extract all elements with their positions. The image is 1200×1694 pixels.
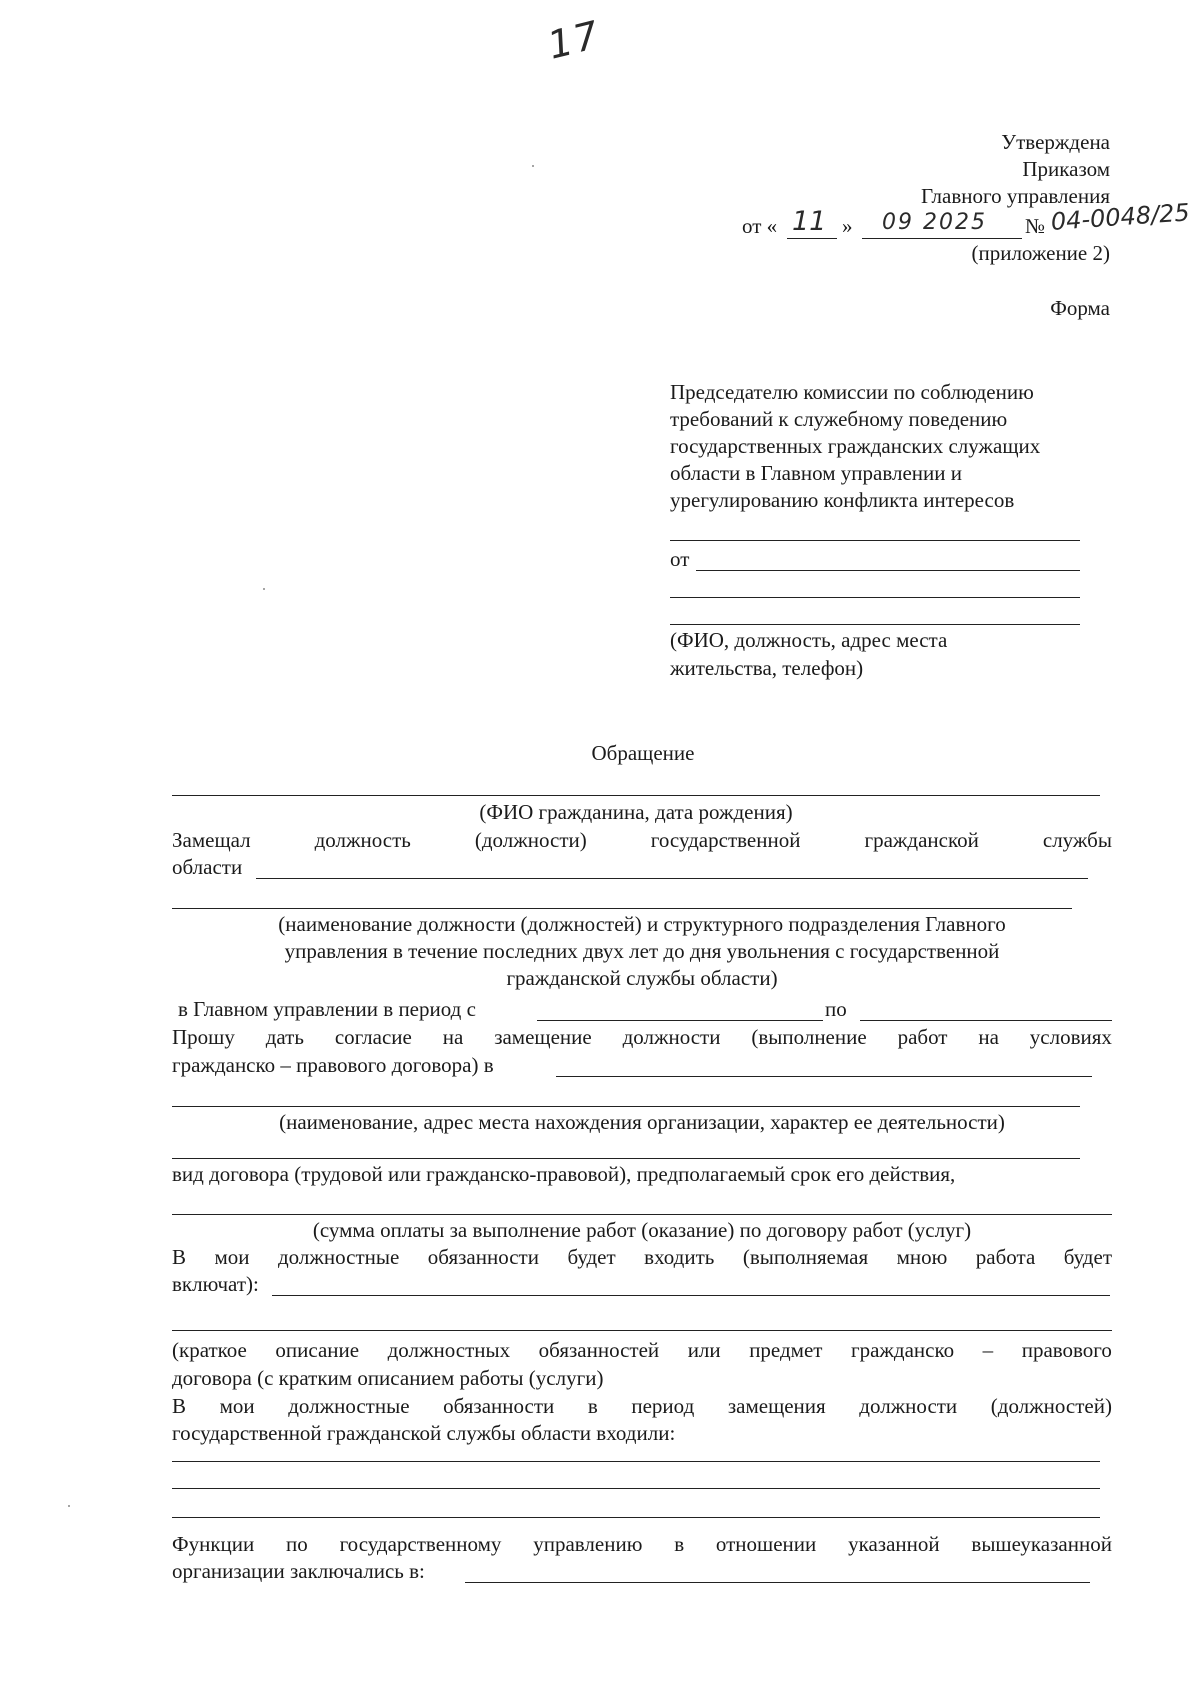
period-from-field[interactable] [537,1020,823,1021]
consent-word: должности [622,1025,721,1049]
duties-line-2: включат): [172,1272,259,1296]
position-name-field[interactable] [172,908,1072,909]
duties-hint-word: – [982,1338,994,1362]
approval-date-handwritten: 09 2025 [882,210,987,235]
approval-line-approved: Утверждена [1001,130,1110,154]
form-label: Форма [1050,296,1110,320]
functions-word: по [286,1532,308,1556]
approval-line-by-order: Приказом [1022,157,1110,181]
past-duties-field-1[interactable] [172,1461,1100,1462]
consent-line [172,1025,1112,1050]
period-to-field[interactable] [860,1020,1112,1021]
past-duties-word: мои [219,1394,255,1418]
held-word: службы [1042,828,1112,852]
past-duties-line [172,1394,1112,1419]
approval-line-main-directorate: Главного управления [921,184,1110,208]
addressee-from-field[interactable] [696,570,1080,571]
functions-line-2: организации заключались в: [172,1559,425,1583]
held-oblast-field[interactable] [256,878,1088,879]
approval-number-label: № [1025,214,1046,238]
past-duties-word: период [631,1394,695,1418]
addressee-blank-line-2[interactable] [670,597,1080,598]
past-duties-word: должностные [288,1394,410,1418]
functions-word: указанной [848,1532,940,1556]
held-word: (должности) [474,828,587,852]
duties-line [172,1245,1112,1270]
duties-word: будет [1063,1245,1112,1269]
scan-speck [532,165,534,167]
payment-hint: (сумма оплаты за выполнение работ (оказание) по договору работ (услуг) [312,1218,972,1242]
duties-hint-word: должностных [387,1338,511,1362]
consent-line-2: гражданско – правового договора) в [172,1053,494,1077]
past-duties-field-3[interactable] [172,1517,1100,1518]
contract-type-text: вид договора (трудовой или гражданско-правовой), предполагаемый срок его действия, [172,1162,956,1186]
approval-date-number-line [0,198,1200,246]
duties-hint-word: или [687,1338,721,1362]
duties-hint-word: правового [1021,1338,1112,1362]
past-duties-word: замещения [727,1394,826,1418]
duties-field[interactable] [272,1295,1110,1296]
held-word: Замещал [172,828,251,852]
approval-number-handwritten: 04-0048/25 [1050,198,1191,236]
addressee-line-4: области в Главном управлении и [670,461,962,485]
consent-word: (выполнение [751,1025,867,1049]
duties-hint-word: обязанностей [538,1338,660,1362]
approval-appendix: (приложение 2) [971,241,1110,265]
approval-close-quote: » [842,214,853,238]
addressee-from-label: от [670,547,690,571]
approval-date-underline [862,238,1022,239]
past-duties-word: в [587,1394,598,1418]
handwritten-page-number: 17 [543,12,605,68]
approval-ot-prefix: от « [742,214,778,238]
addressee-line-1: Председателю комиссии по соблюдению [670,380,1034,404]
past-duties-word: должности [859,1394,958,1418]
duties-word: должностные [277,1245,400,1269]
addressee-line-5: урегулированию конфликта интересов [670,488,1015,512]
duties-word: В [172,1245,187,1269]
functions-word: отношении [715,1532,817,1556]
duties-hint-word: (краткое [172,1338,247,1362]
past-duties-word: (должностей) [990,1394,1112,1418]
duties-field-2[interactable] [172,1330,1112,1331]
duties-word: работа [975,1245,1036,1269]
duties-hint-line [172,1338,1112,1363]
organization-field[interactable] [556,1076,1092,1077]
consent-word: дать [265,1025,304,1049]
functions-word: вышеуказанной [971,1532,1112,1556]
duties-hint-word: гражданско [850,1338,955,1362]
held-position-line [172,828,1112,853]
scan-speck [263,588,265,590]
addressee-line-3: государственных гражданских служащих [670,434,1041,458]
addressee-blank-line-1[interactable] [670,540,1080,541]
duties-hint-word: описание [275,1338,360,1362]
duties-word: будет [567,1245,616,1269]
period-to-label: по [825,997,847,1021]
consent-word: Прошу [172,1025,235,1049]
approval-day-handwritten: 11 [792,206,827,237]
citizen-hint: (ФИО гражданина, дата рождения) [479,800,793,824]
past-duties-word: обязанности [443,1394,555,1418]
duties-word: обязанности [427,1245,539,1269]
consent-word: на [978,1025,999,1049]
contract-blank-line[interactable] [172,1158,1080,1159]
consent-word: работ [897,1025,948,1049]
addressee-hint-line-1: (ФИО, должность, адрес места [670,628,948,652]
addressee-line-2: требований к служебному поведению [670,407,1008,431]
functions-word: Функции [172,1532,255,1556]
document-title: Обращение [591,741,695,765]
held-oblast-label: области [172,855,243,879]
organization-field-2[interactable] [172,1106,1080,1107]
consent-word: на [442,1025,464,1049]
duties-hint-word: предмет [749,1338,823,1362]
consent-word: замещение [494,1025,592,1049]
functions-word: государственному [339,1532,502,1556]
consent-word: согласие [334,1025,412,1049]
duties-word: мои [214,1245,250,1269]
functions-word: в [674,1532,685,1556]
payment-field[interactable] [172,1214,1112,1215]
functions-field[interactable] [465,1582,1090,1583]
organization-hint: (наименование, адрес места нахождения организации, характер ее деятельности) [279,1110,1005,1134]
period-prefix: в Главном управлении в период с [178,997,476,1021]
duties-hint-line-2: договора (с кратким описанием работы (услуги) [172,1366,604,1390]
held-word: должность [314,828,411,852]
duties-word: (выполняемая [742,1245,869,1269]
approval-day-underline [787,238,837,239]
functions-word: управлению [533,1532,643,1556]
held-word: гражданской [864,828,979,852]
addressee-hint-line-2: жительства, телефон) [670,656,864,680]
functions-line [172,1532,1112,1557]
position-hint-line-3: гражданской службы области) [506,966,778,990]
position-hint-line-1: (наименование должности (должностей) и структурного подразделения Главного [278,912,1006,936]
past-duties-field-2[interactable] [172,1488,1100,1489]
duties-word: мною [896,1245,948,1269]
duties-word: входить [644,1245,715,1269]
past-duties-line-2: государственной гражданской службы области входили: [172,1421,676,1445]
position-hint-line-2: управления в течение последних двух лет до дня увольнения с государственной [284,939,1000,963]
citizen-name-field[interactable] [172,795,1100,796]
addressee-blank-line-3[interactable] [670,624,1080,625]
consent-word: условиях [1029,1025,1112,1049]
past-duties-word: В [172,1394,187,1418]
scan-speck [68,1505,70,1507]
held-word: государственной [650,828,801,852]
